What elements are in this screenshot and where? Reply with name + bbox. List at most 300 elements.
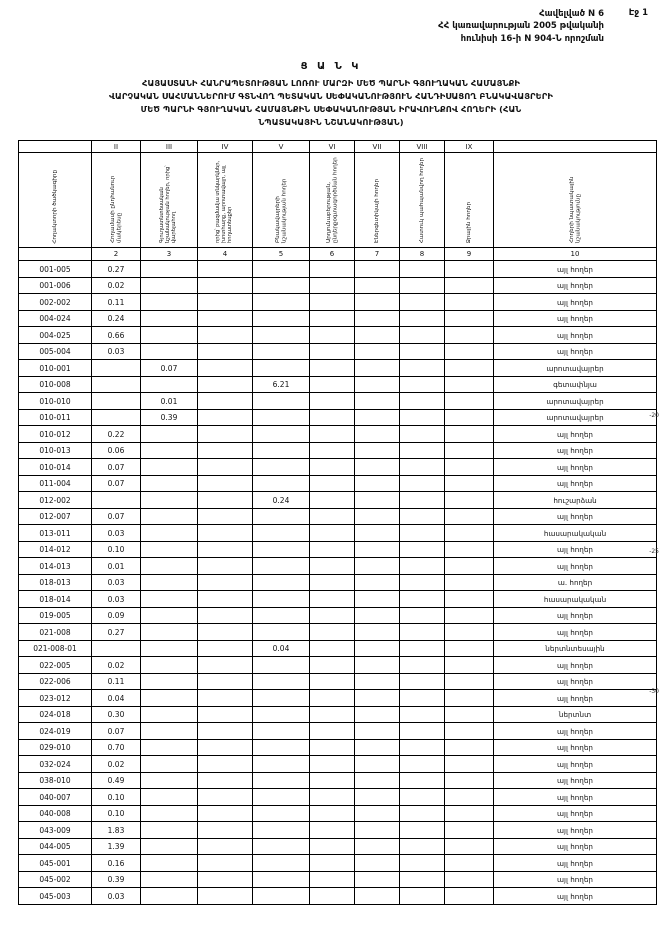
table-row — [19, 855, 657, 872]
cell-agricultural — [141, 459, 198, 476]
cell-energy — [355, 541, 400, 558]
cell-other-agri — [198, 360, 253, 377]
table-row — [19, 706, 657, 723]
cell-total-area: 1.39 — [92, 838, 141, 855]
cell-settlement: 6.21 — [253, 376, 310, 393]
table-row — [19, 310, 657, 327]
cell-settlement — [253, 723, 310, 740]
cell-protected — [400, 838, 445, 855]
table-row — [19, 442, 657, 459]
cell-purpose: այլ հողեր — [494, 772, 657, 789]
cell-total-area: 0.07 — [92, 723, 141, 740]
cell-agricultural — [141, 508, 198, 525]
cell-protected — [400, 624, 445, 641]
cell-code: 045-001 — [19, 855, 92, 872]
cell-total-area: 0.03 — [92, 591, 141, 608]
cell-protected — [400, 706, 445, 723]
cell-total-area: 0.03 — [92, 525, 141, 542]
table-row — [19, 591, 657, 608]
cell-protected — [400, 426, 445, 443]
header-cell-purpose — [494, 153, 657, 248]
cell-other-agri — [198, 508, 253, 525]
cell-total-area: 0.11 — [92, 294, 141, 311]
cell-energy — [355, 706, 400, 723]
cell-industry — [310, 426, 355, 443]
cell-code: 018-013 — [19, 574, 92, 591]
cell-protected — [400, 393, 445, 410]
cell-agricultural — [141, 756, 198, 773]
cell-purpose: հասարակական — [494, 525, 657, 542]
cell-energy — [355, 723, 400, 740]
cell-purpose: այլ հողեր — [494, 855, 657, 872]
cell-total-area: 0.07 — [92, 459, 141, 476]
cell-settlement — [253, 409, 310, 426]
cell-purpose: ա. հողեր — [494, 574, 657, 591]
cell-settlement — [253, 574, 310, 591]
num-col-1: 2 — [92, 248, 141, 261]
cell-protected — [400, 525, 445, 542]
header-label-agricultural: Գյուղատնտեսական նշանակության հողեր, որից՝ վարելահող — [159, 165, 177, 244]
cell-code: 012-007 — [19, 508, 92, 525]
cell-settlement — [253, 838, 310, 855]
cell-code: 005-004 — [19, 343, 92, 360]
cell-code: 032-024 — [19, 756, 92, 773]
cell-settlement — [253, 789, 310, 806]
page-number: Էջ 1 — [628, 8, 648, 18]
cell-water — [445, 706, 494, 723]
cell-agricultural — [141, 294, 198, 311]
cell-settlement — [253, 657, 310, 674]
cell-water — [445, 541, 494, 558]
cell-code: 010-014 — [19, 459, 92, 476]
cell-total-area: 0.49 — [92, 772, 141, 789]
cell-code: 013-011 — [19, 525, 92, 542]
cell-settlement — [253, 871, 310, 888]
roman-col-7: VIII — [400, 141, 445, 153]
cell-energy — [355, 607, 400, 624]
cell-protected — [400, 640, 445, 657]
cell-total-area: 0.06 — [92, 442, 141, 459]
cell-industry — [310, 492, 355, 509]
table-row — [19, 343, 657, 360]
cell-protected — [400, 294, 445, 311]
cell-energy — [355, 624, 400, 641]
num-col-4: 5 — [253, 248, 310, 261]
cell-industry — [310, 409, 355, 426]
cell-water — [445, 888, 494, 905]
cell-code: 024-019 — [19, 723, 92, 740]
cell-code: 010-013 — [19, 442, 92, 459]
cell-water — [445, 376, 494, 393]
cell-purpose: այլ հողեր — [494, 657, 657, 674]
cell-total-area: 0.01 — [92, 558, 141, 575]
cell-protected — [400, 475, 445, 492]
cell-settlement — [253, 624, 310, 641]
cell-protected — [400, 607, 445, 624]
cell-energy — [355, 558, 400, 575]
cell-code: 029-010 — [19, 739, 92, 756]
cell-other-agri — [198, 805, 253, 822]
cell-purpose: ներտնտեսային — [494, 640, 657, 657]
table-row — [19, 360, 657, 377]
cell-energy — [355, 475, 400, 492]
table-row — [19, 624, 657, 641]
cell-water — [445, 723, 494, 740]
table-number-header-row — [19, 248, 657, 261]
cell-protected — [400, 409, 445, 426]
cell-water — [445, 409, 494, 426]
cell-agricultural — [141, 492, 198, 509]
cell-purpose: այլ հողեր — [494, 310, 657, 327]
cell-settlement — [253, 888, 310, 905]
table-row — [19, 690, 657, 707]
cell-protected — [400, 360, 445, 377]
header-label-purpose: Հողերի նպատակային նշանակությունը — [568, 176, 581, 244]
cell-settlement — [253, 294, 310, 311]
cell-agricultural — [141, 475, 198, 492]
cell-code: 018-014 — [19, 591, 92, 608]
cell-other-agri — [198, 855, 253, 872]
cell-protected — [400, 591, 445, 608]
margin-note-3: -30 — [649, 688, 659, 695]
cell-energy — [355, 409, 400, 426]
cell-purpose: արոտավայրեր — [494, 360, 657, 377]
cell-energy — [355, 690, 400, 707]
cell-purpose: այլ հողեր — [494, 558, 657, 575]
cell-total-area: 0.66 — [92, 327, 141, 344]
cell-other-agri — [198, 261, 253, 278]
cell-water — [445, 459, 494, 476]
cell-purpose: այլ հողեր — [494, 673, 657, 690]
cell-energy — [355, 261, 400, 278]
cell-protected — [400, 327, 445, 344]
cell-code: 011-004 — [19, 475, 92, 492]
cell-agricultural — [141, 310, 198, 327]
cell-industry — [310, 442, 355, 459]
cell-industry — [310, 376, 355, 393]
cell-water — [445, 855, 494, 872]
cell-settlement — [253, 706, 310, 723]
cell-settlement — [253, 756, 310, 773]
cell-protected — [400, 261, 445, 278]
cell-code: 010-001 — [19, 360, 92, 377]
header-line-1: Հավելված N 6 — [539, 9, 604, 19]
cell-other-agri — [198, 624, 253, 641]
cell-protected — [400, 888, 445, 905]
num-col-6: 7 — [355, 248, 400, 261]
cell-industry — [310, 855, 355, 872]
header-cell-industry — [310, 153, 355, 248]
cell-settlement — [253, 739, 310, 756]
cell-total-area: 0.10 — [92, 541, 141, 558]
cell-purpose: այլ հողեր — [494, 624, 657, 641]
cell-protected — [400, 376, 445, 393]
cell-water — [445, 822, 494, 839]
cell-total-area: 0.16 — [92, 855, 141, 872]
cell-other-agri — [198, 640, 253, 657]
cell-energy — [355, 855, 400, 872]
cell-total-area: 0.03 — [92, 343, 141, 360]
roman-col-9 — [494, 141, 657, 153]
cell-agricultural — [141, 673, 198, 690]
cell-purpose: այլ հողեր — [494, 822, 657, 839]
cell-code: 021-008-01 — [19, 640, 92, 657]
cell-code: 001-006 — [19, 277, 92, 294]
roman-col-0 — [19, 141, 92, 153]
table-row — [19, 492, 657, 509]
cell-code: 001-005 — [19, 261, 92, 278]
cell-agricultural — [141, 838, 198, 855]
table-body — [19, 261, 657, 905]
cell-water — [445, 838, 494, 855]
cell-agricultural — [141, 343, 198, 360]
table-row — [19, 772, 657, 789]
cell-energy — [355, 376, 400, 393]
cell-industry — [310, 756, 355, 773]
cell-other-agri — [198, 310, 253, 327]
cell-total-area: 0.07 — [92, 508, 141, 525]
cell-protected — [400, 772, 445, 789]
cell-industry — [310, 525, 355, 542]
cell-code: 010-011 — [19, 409, 92, 426]
cell-other-agri — [198, 591, 253, 608]
cell-energy — [355, 442, 400, 459]
header-cell-water — [445, 153, 494, 248]
cell-agricultural — [141, 277, 198, 294]
cell-energy — [355, 888, 400, 905]
cell-other-agri — [198, 426, 253, 443]
cell-industry — [310, 772, 355, 789]
cell-industry — [310, 327, 355, 344]
cell-purpose: այլ հողեր — [494, 690, 657, 707]
cell-total-area — [92, 409, 141, 426]
cell-code: 023-012 — [19, 690, 92, 707]
header-line-2: ՀՀ կառավարության 2005 թվականի — [438, 21, 604, 32]
cell-protected — [400, 277, 445, 294]
num-col-2: 3 — [141, 248, 198, 261]
cell-agricultural — [141, 541, 198, 558]
cell-water — [445, 277, 494, 294]
table-row — [19, 723, 657, 740]
cell-other-agri — [198, 393, 253, 410]
cell-purpose: այլ հողեր — [494, 888, 657, 905]
cell-industry — [310, 310, 355, 327]
cell-total-area — [92, 492, 141, 509]
document-subtitle — [18, 77, 644, 128]
cell-energy — [355, 393, 400, 410]
cell-purpose: այլ հողեր — [494, 261, 657, 278]
cell-energy — [355, 574, 400, 591]
table-row — [19, 525, 657, 542]
header-line-3: հունիսի 16-ի N 904-Ն որոշման — [460, 33, 604, 44]
cell-protected — [400, 459, 445, 476]
cell-settlement — [253, 855, 310, 872]
cell-purpose: այլ հողեր — [494, 475, 657, 492]
cell-agricultural — [141, 261, 198, 278]
cell-code: 010-008 — [19, 376, 92, 393]
cell-energy — [355, 591, 400, 608]
cell-industry — [310, 871, 355, 888]
table-roman-header-row — [19, 141, 657, 153]
cell-agricultural — [141, 657, 198, 674]
cell-agricultural — [141, 772, 198, 789]
header-cell-total-area — [92, 153, 141, 248]
cell-protected — [400, 789, 445, 806]
cell-settlement — [253, 475, 310, 492]
cell-settlement — [253, 277, 310, 294]
cell-code: 012-002 — [19, 492, 92, 509]
cell-agricultural — [141, 442, 198, 459]
table-row — [19, 294, 657, 311]
cell-purpose: այլ հողեր — [494, 805, 657, 822]
cell-water — [445, 739, 494, 756]
cell-energy — [355, 640, 400, 657]
cell-other-agri — [198, 657, 253, 674]
header-label-energy: Էներգետիկայի հողեր — [373, 179, 380, 244]
roman-col-5: VI — [310, 141, 355, 153]
header-cell-other-agri — [198, 153, 253, 248]
cell-code: 002-002 — [19, 294, 92, 311]
cell-other-agri — [198, 772, 253, 789]
cell-purpose: հուշարձան — [494, 492, 657, 509]
cell-total-area: 0.03 — [92, 888, 141, 905]
cell-industry — [310, 723, 355, 740]
cell-settlement — [253, 508, 310, 525]
cell-code: 019-005 — [19, 607, 92, 624]
table-row — [19, 541, 657, 558]
document-header — [0, 0, 662, 45]
cell-total-area: 0.27 — [92, 261, 141, 278]
cell-other-agri — [198, 574, 253, 591]
roman-col-1: II — [92, 141, 141, 153]
cell-settlement — [253, 558, 310, 575]
cell-other-agri — [198, 327, 253, 344]
table-row — [19, 871, 657, 888]
table-row — [19, 805, 657, 822]
land-registry-table — [18, 140, 657, 905]
cell-protected — [400, 492, 445, 509]
num-col-7: 8 — [400, 248, 445, 261]
table-row — [19, 376, 657, 393]
cell-protected — [400, 310, 445, 327]
cell-code: 044-005 — [19, 838, 92, 855]
cell-other-agri — [198, 294, 253, 311]
cell-settlement — [253, 822, 310, 839]
cell-other-agri — [198, 525, 253, 542]
cell-purpose: այլ հողեր — [494, 723, 657, 740]
cell-agricultural — [141, 525, 198, 542]
cell-water — [445, 492, 494, 509]
cell-industry — [310, 706, 355, 723]
cell-purpose: գետափնյա — [494, 376, 657, 393]
cell-other-agri — [198, 888, 253, 905]
cell-code: 040-008 — [19, 805, 92, 822]
table-row — [19, 888, 657, 905]
cell-other-agri — [198, 723, 253, 740]
cell-protected — [400, 508, 445, 525]
cell-water — [445, 624, 494, 641]
cell-settlement — [253, 591, 310, 608]
cell-water — [445, 805, 494, 822]
cell-protected — [400, 739, 445, 756]
cell-settlement — [253, 690, 310, 707]
cell-energy — [355, 360, 400, 377]
cell-code: 004-024 — [19, 310, 92, 327]
cell-agricultural — [141, 574, 198, 591]
cell-water — [445, 475, 494, 492]
cell-energy — [355, 789, 400, 806]
cell-settlement — [253, 426, 310, 443]
cell-purpose: այլ հողեր — [494, 871, 657, 888]
cell-agricultural — [141, 888, 198, 905]
roman-col-2: III — [141, 141, 198, 153]
header-cell-code — [19, 153, 92, 248]
cell-agricultural — [141, 426, 198, 443]
cell-energy — [355, 805, 400, 822]
cell-industry — [310, 558, 355, 575]
cell-agricultural: 0.39 — [141, 409, 198, 426]
cell-total-area: 0.22 — [92, 426, 141, 443]
cell-total-area: 0.70 — [92, 739, 141, 756]
cell-water — [445, 690, 494, 707]
cell-other-agri — [198, 459, 253, 476]
table-row — [19, 508, 657, 525]
cell-total-area: 0.10 — [92, 789, 141, 806]
cell-industry — [310, 607, 355, 624]
cell-code: 045-003 — [19, 888, 92, 905]
cell-water — [445, 294, 494, 311]
cell-purpose: այլ հողեր — [494, 739, 657, 756]
cell-other-agri — [198, 442, 253, 459]
cell-settlement — [253, 673, 310, 690]
cell-purpose: այլ հողեր — [494, 838, 657, 855]
roman-col-6: VII — [355, 141, 400, 153]
cell-agricultural — [141, 789, 198, 806]
cell-industry — [310, 624, 355, 641]
cell-industry — [310, 294, 355, 311]
cell-purpose: հասարակական — [494, 591, 657, 608]
cell-total-area: 0.10 — [92, 805, 141, 822]
table-row — [19, 393, 657, 410]
cell-other-agri — [198, 789, 253, 806]
header-label-water: Ջրային հողեր — [465, 201, 472, 244]
cell-agricultural — [141, 690, 198, 707]
table-row — [19, 640, 657, 657]
cell-settlement — [253, 442, 310, 459]
cell-protected — [400, 574, 445, 591]
cell-agricultural — [141, 624, 198, 641]
cell-other-agri — [198, 822, 253, 839]
cell-water — [445, 343, 494, 360]
table-row — [19, 673, 657, 690]
cell-agricultural — [141, 640, 198, 657]
cell-industry — [310, 591, 355, 608]
table-row — [19, 426, 657, 443]
cell-other-agri — [198, 871, 253, 888]
cell-agricultural — [141, 706, 198, 723]
cell-protected — [400, 855, 445, 872]
cell-industry — [310, 838, 355, 855]
cell-energy — [355, 459, 400, 476]
cell-purpose: ներտնտ — [494, 706, 657, 723]
cell-industry — [310, 888, 355, 905]
cell-protected — [400, 805, 445, 822]
cell-energy — [355, 756, 400, 773]
cell-agricultural — [141, 739, 198, 756]
cell-other-agri — [198, 492, 253, 509]
cell-agricultural: 0.01 — [141, 393, 198, 410]
cell-energy — [355, 871, 400, 888]
